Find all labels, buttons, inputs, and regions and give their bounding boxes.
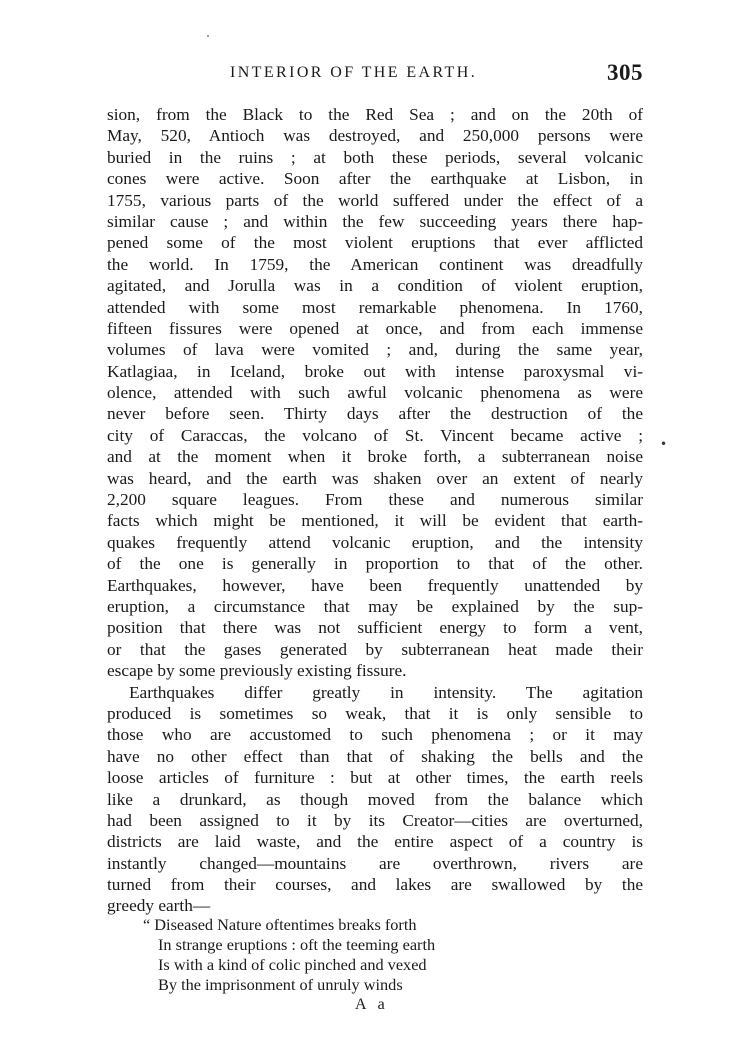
text-line: 1755, various parts of the world suffered under the effect of a: [107, 190, 643, 210]
text-line: quakes frequently attend volcanic eruption, and the intensity: [107, 532, 643, 552]
text-line: similar cause ; and within the few succeeding years there hap-: [107, 211, 643, 231]
text-line: eruption, a circumstance that may be explained by the sup-: [107, 596, 643, 616]
body-text: [107, 104, 643, 917]
verse-line: In strange eruptions : oft the teeming earth: [158, 935, 436, 954]
text-line: cones were active. Soon after the earthquake at Lisbon, in: [107, 169, 643, 189]
text-line: greedy earth—: [107, 896, 211, 916]
text-line: the world. In 1759, the American continent was dreadfully: [107, 254, 643, 274]
verse-quotation: [143, 915, 563, 995]
text-line: had been assigned to it by its Creator—cities are overturned,: [107, 810, 643, 830]
text-line: olence, attended with such awful volcanic phenomena as were: [107, 383, 643, 403]
paragraph-1: [107, 104, 643, 682]
text-line: instantly changed—mountains are overthrown, rivers are: [107, 853, 643, 873]
text-line: loose articles of furniture : but at other times, the earth reels: [107, 768, 643, 788]
text-line: city of Caraccas, the volcano of St. Vincent became active ;: [107, 425, 643, 445]
paragraph-2: [107, 682, 643, 917]
text-line: those who are accustomed to such phenomena ; or it may: [107, 725, 643, 745]
text-line: like a drunkard, as though moved from the balance which: [107, 789, 643, 809]
signature-mark: A a: [355, 996, 389, 1013]
running-title: INTERIOR OF THE EARTH.: [230, 64, 478, 81]
text-line: agitated, and Jorulla was in a condition of violent eruption,: [107, 276, 643, 296]
text-line: of the one is generally in proportion to that of the other.: [107, 554, 643, 574]
text-line: volumes of lava were vomited ; and, during the same year,: [107, 340, 643, 360]
text-line: buried in the ruins ; at both these periods, several volcanic: [107, 147, 643, 167]
text-line: Earthquakes, however, have been frequently unattended by: [107, 575, 643, 595]
text-line: or that the gases generated by subterranean heat made their: [107, 639, 643, 659]
verse-line: By the imprisonment of unruly winds: [158, 975, 403, 994]
text-line: turned from their courses, and lakes are swallowed by the: [107, 875, 643, 895]
text-line: facts which might be mentioned, it will be evident that earth-: [107, 511, 643, 531]
text-line: Katlagiaa, in Iceland, broke out with intense paroxysmal vi-: [107, 361, 643, 381]
text-line: position that there was not sufficient energy to form a vent,: [107, 618, 643, 638]
page-number: 305: [607, 60, 643, 85]
text-line: districts are laid waste, and the entire aspect of a country is: [107, 832, 643, 852]
verse-line: “ Diseased Nature oftentimes breaks forth: [143, 915, 417, 934]
text-line: attended with some most remarkable phenomena. In 1760,: [107, 297, 643, 317]
text-line: was heard, and the earth was shaken over an extent of nearly: [107, 468, 643, 488]
text-line: produced is sometimes so weak, that it is only sensible to: [107, 703, 643, 723]
text-line: sion, from the Black to the Red Sea ; and on the 20th of: [107, 105, 643, 124]
running-head: [105, 60, 643, 90]
margin-mark: •: [660, 437, 668, 451]
text-line: fifteen fissures were opened at once, and from each immense: [107, 318, 643, 338]
text-line: May, 520, Antioch was destroyed, and 250,000 persons were: [107, 126, 643, 146]
text-line: never before seen. Thirty days after the destruction of the: [107, 404, 643, 424]
verse-line: Is with a kind of colic pinched and vexed: [158, 955, 427, 974]
text-line: pened some of the most violent eruptions that ever afflicted: [107, 233, 643, 253]
text-line: and at the moment when it broke forth, a subterranean noise: [107, 447, 643, 467]
paper-speck: [207, 35, 209, 37]
text-line: 2,200 square leagues. From these and numerous similar: [107, 490, 643, 510]
text-line: escape by some previously existing fissure.: [107, 661, 407, 681]
text-line: have no other effect than that of shaking the bells and the: [107, 746, 643, 766]
text-line: Earthquakes differ greatly in intensity. The agitation: [129, 682, 643, 702]
